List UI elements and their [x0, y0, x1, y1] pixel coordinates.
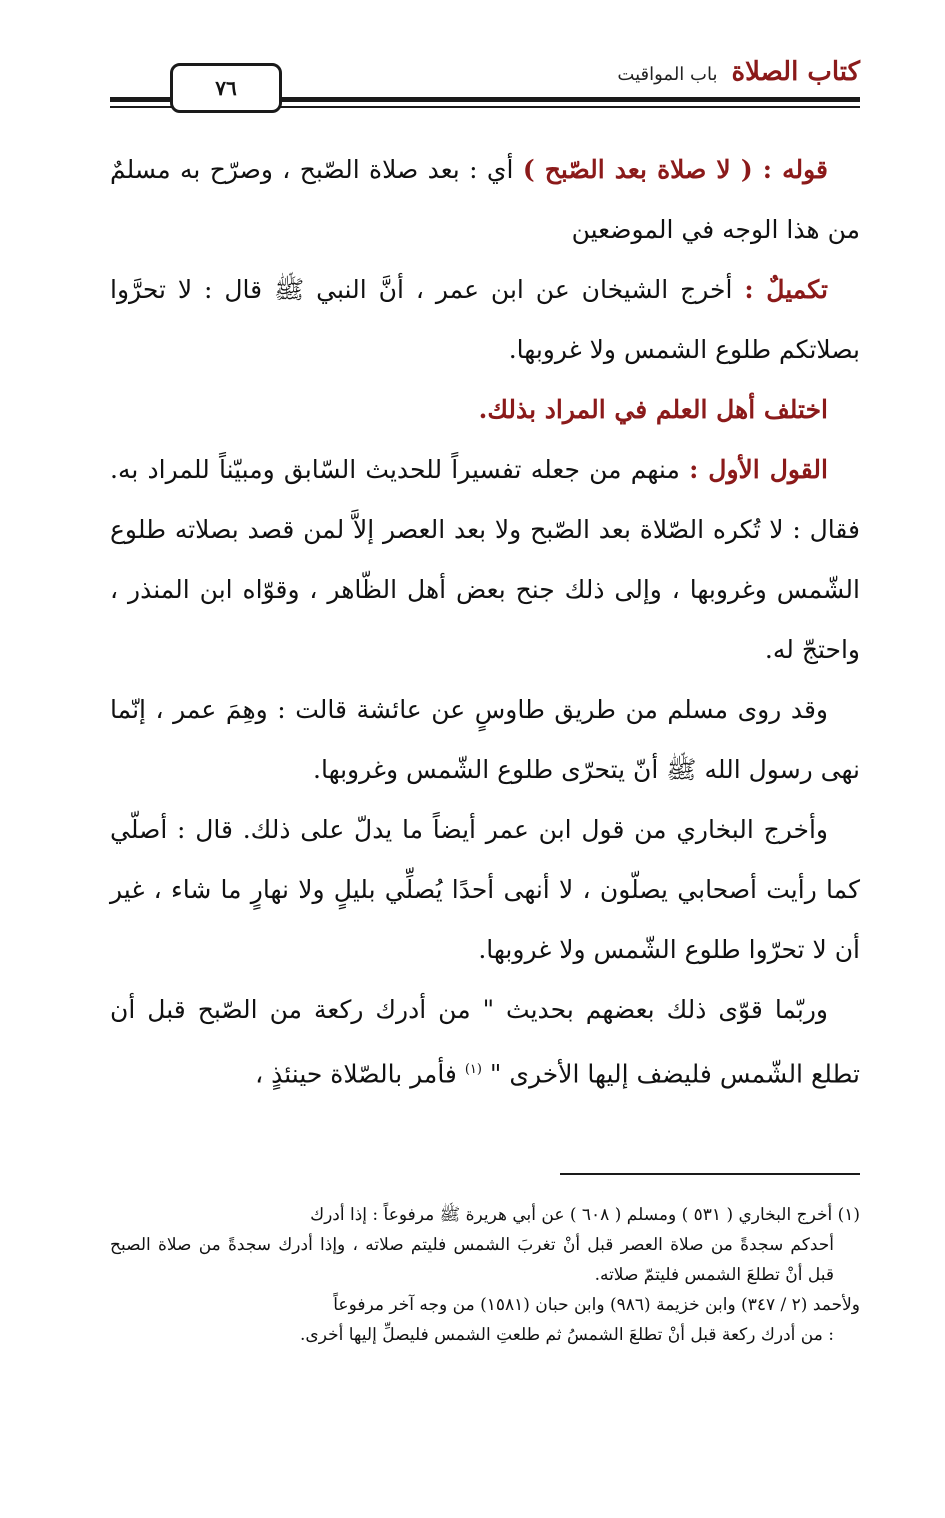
footnote-2-first-line: ولأحمد (٢ / ٣٤٧) وابن خزيمة (٩٨٦) وابن حبان (١٥٨١) من وجه آخر مرفوعاً — [333, 1295, 860, 1315]
section-heading: اختلف أهل العلم في المراد بذلك. — [478, 395, 828, 424]
footnote-separator — [560, 1173, 860, 1175]
paragraph-5: وأخرج البخاري من قول ابن عمر أيضاً ما يدلّ على ذلك. قال : أصلّي كما رأيت أصحابي يصلّون ، لا أنهى أحدًا يُصلِّي بليلٍ ولا نهارٍ ما شاء ، غير أن لا تحرّوا طلوع الشّمس ولا غروبها. — [110, 815, 860, 964]
paragraph-4: وقد روى مسلم من طريق طاوسٍ عن عائشة قالت : وهِمَ عمر ، إنّما نهى رسول الله ﷺ أنّ يتحرّى طلوع الشّمس وغروبها. — [110, 695, 860, 784]
footnote-2-continuation: : من أدرك ركعة قبل أنْ تطلعَ الشمسُ ثم طلعتِ الشمس فليصلِّ إليها أخرى. — [300, 1325, 834, 1345]
running-title — [617, 57, 860, 87]
paragraph-3-lead: القول الأول : — [689, 455, 828, 484]
page-header — [110, 55, 860, 110]
footnote-1-addendum — [110, 1290, 860, 1350]
paragraph-1-lead: قوله : ( لا صلاة بعد الصّبح ) — [522, 155, 829, 184]
footnote-1-first-line: (١) أخرج البخاري ( ٥٣١ ) ومسلم ( ٦٠٨ ) عن أبي هريرة ﷺ مرفوعاً : إذا أدرك — [310, 1205, 860, 1225]
paragraph-2-text: أخرج الشيخان عن ابن عمر ، أنَّ النبي ﷺ قال : لا تحرَّوا بصلاتكم طلوع الشمس ولا غروبها. — [110, 275, 860, 364]
paragraph-1 — [110, 140, 860, 260]
book-title: كتاب الصلاة — [731, 57, 860, 87]
footnote-1-continuation: أحدكم سجدةً من صلاة العصر قبل أنْ تغربَ الشمس فليتم صلاته ، وإذا أدرك سجدةً من صلاة الصبح قبل أنْ تطلعَ الشمس فليتمّ صلاته. — [110, 1235, 834, 1285]
footnote-1 — [110, 1200, 860, 1290]
page-number: ٧٦ — [215, 76, 237, 100]
chapter-title: باب المواقيت — [617, 64, 718, 85]
footnote-ref-1[interactable]: (١) — [464, 1062, 482, 1077]
page-number-box — [170, 63, 282, 113]
main-text — [110, 140, 860, 1104]
paragraph-3-text: منهم من جعله تفسيراً للحديث السّابق ومبيّناً للمراد به. فقال : لا تُكره الصّلاة بعد الصّبح ولا بعد العصر إلاَّ لمن قصد بصلاته طلوع الشّمس وغروبها ، وإلى ذلك جنح بعض أهل الظّاهر ، وقوّاه ابن المنذر ، واحتجّ له. — [110, 455, 860, 664]
paragraph-6 — [110, 980, 860, 1104]
paragraph-2-lead: تكميلٌ : — [744, 275, 829, 304]
paragraph-6-text-b: فأمر بالصّلاة حينئذٍ ، — [255, 1059, 465, 1089]
paragraph-1-text: أي : بعد صلاة الصّبح ، وصرّح به مسلمٌ من هذا الوجه في الموضعين — [110, 155, 860, 244]
paragraph-2 — [110, 260, 860, 380]
paragraph-6-text-a: وربّما قوّى ذلك بعضهم بحديث " من أدرك ركعة من الصّبح قبل أن تطلع الشّمس فليضف إليها الأخرى " — [110, 995, 860, 1089]
footnotes — [110, 1200, 860, 1350]
paragraph-3 — [110, 440, 860, 680]
